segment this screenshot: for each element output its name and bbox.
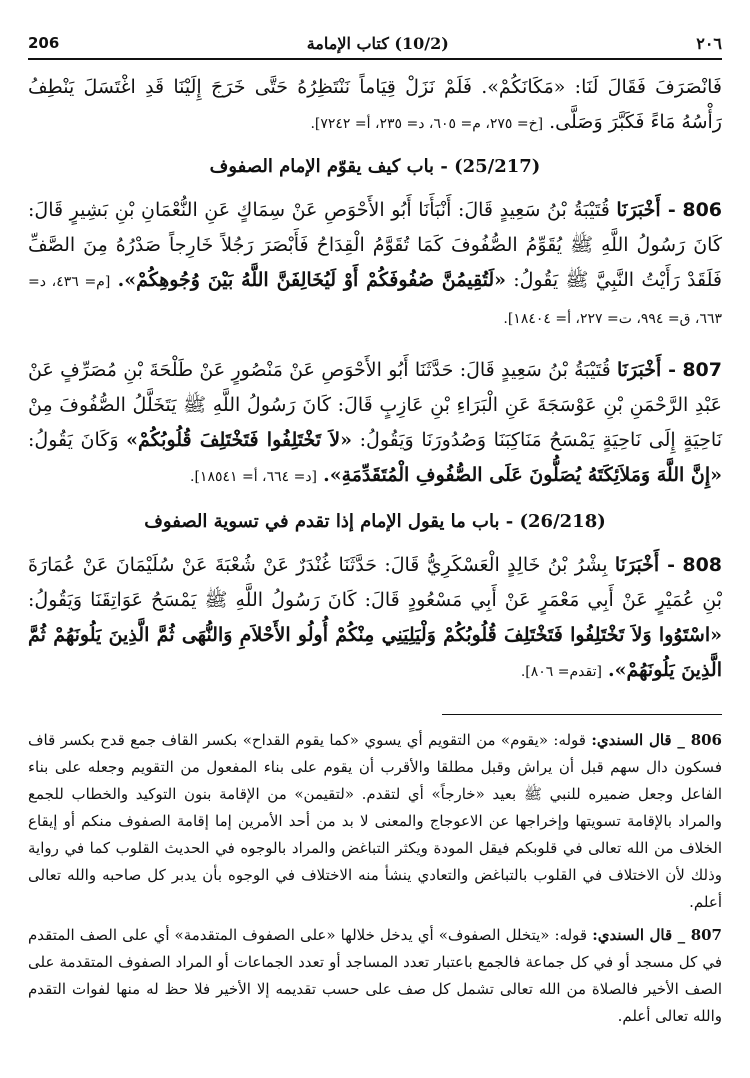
hadith-808 <box>28 548 722 690</box>
hadith-number: 806 <box>682 199 723 221</box>
hadith-reference: [م= ٤٣٦، د= ٦٦٣، ق= ٩٩٤، ت= ٢٢٧، أ= ١٨٤٠٤]. <box>28 274 722 327</box>
hadith-number: 807 <box>682 359 722 381</box>
hadith-807 <box>28 353 722 495</box>
footnote-806 <box>28 727 722 916</box>
hadith-mid-text: وَكَانَ يَقُولُ: <box>28 429 119 451</box>
intro-paragraph <box>28 70 722 142</box>
footnote-label: 806 _ قال السندي: <box>591 731 722 749</box>
footnote-label: 807 _ قال السندي: <box>592 926 722 944</box>
hadith-quote-1: «لاَ تَخْتَلِفُوا فَتَخْتَلِفَ قُلُوبُكُمْ» <box>126 429 352 451</box>
footnote-text: قوله: «يقوم» من التقويم أي يسوي «كما يقوم القداح» بكسر القاف جمع قدح بكسر قاف فسكون دال سهم قبل أن يراش وقبل مطلقا والأقرب أن يقوم على بناء المفعول من التقويم وجعله على بناء الفاعل وجعل ضميره للنبي ﷺ بعيد «خارجاً» أي لتقدم. «لتقيمن» من الإقامة بنون التوكيد والخطاب للجمع والمراد بالإقامة تسويتها وإخراجها عن الاعوجاج والمعنى لا بد من أحد الأمرين إما إقامة الصفوف منكم أو إيقاع الخلاف من الله تعالى في قلوبكم فيقل المودة ويكثر التباغض والمراد بالوجوه في الحديث القلوب كما في رواية وذلك لأن الاختلاف في القلوب بالتباغض والتعادي ينشأ منه الاختلاف في الوجوه بأن يدبر كل صاحبه والله تعالى أعلم. <box>28 731 722 911</box>
hadith-reference: [د= ٦٦٤، أ= ١٨٥٤١]. <box>190 469 318 485</box>
intro-reference: [خ= ٢٧٥، م= ٦٠٥، د= ٢٣٥، أ= ٧٢٤٢]. <box>310 116 544 132</box>
hadith-lead: - أَخْبَرَنَا <box>614 554 675 576</box>
running-title: (10/2) كتاب الإمامة <box>306 33 449 53</box>
footnote-divider <box>442 714 722 715</box>
hadith-reference: [تقدم= ٨٠٦]. <box>520 664 602 680</box>
chapter-heading-218: (26/218) - باب ما يقول الإمام إذا تقدم في تسوية الصفوف <box>144 511 606 532</box>
page-number-latin: 206 <box>28 34 60 52</box>
hadith-quote: «اسْتَوُوا وَلاَ تَخْتَلِفُوا فَتَخْتَلِفَ قُلُوبُكُمْ وَلْيَلِيَنِي مِنْكُمْ أُولُو الأَحْلاَمِ وَالنُّهَى ثُمَّ الَّذِينَ يَلُونَهُمْ ثُمَّ الَّذِينَ يَلُونَهُمْ». <box>28 624 722 681</box>
page-header <box>28 28 722 60</box>
hadith-quote: «لَتُقِيمُنَّ صُفُوفَكُمْ أَوْ لَيُخَالِفَنَّ اللَّهُ بَيْنَ وُجُوهِكُمْ». <box>117 269 506 291</box>
chapter-heading-217: (25/217) - باب كيف يقوّم الإمام الصفوف <box>209 156 541 177</box>
footnote-807 <box>28 922 722 1030</box>
hadith-806 <box>28 193 722 337</box>
footnotes <box>28 714 722 1036</box>
hadith-lead: - أَخْبَرَنَا <box>616 359 677 381</box>
intro-text: فَانْصَرَفَ فَقَالَ لَنَا: «مَكَانَكُمْ». فَلَمْ نَزَلْ قِيَاماً نَنْتَظِرُهُ حَتَّى خَرَجَ إِلَيْنَا قَدِ اغْتَسَلَ يَنْطِفُ رَأْسُهُ مَاءً فَكَبَّرَ وَصَلَّى. <box>28 76 722 133</box>
hadith-text: قُتَيْبَةُ بْنُ سَعِيدٍ قَالَ: حَدَّثَنَا أَبُو الأَحْوَصِ عَنْ مَنْصُورٍ عَنْ طَلْحَةَ بْنِ مُصَرِّفٍ عَنْ عَبْدِ الرَّحْمَنِ بْنِ عَوْسَجَةَ عَنِ الْبَرَاءِ بْنِ عَازِبٍ قَالَ: كَانَ رَسُولُ اللَّهِ ﷺ يَتَخَلَّلُ الصُّفُوفَ مِنْ نَاحِيَةٍ إِلَى نَاحِيَةٍ يَمْسَحُ مَنَاكِبَنَا وَصُدُورَنَا وَيَقُولُ: <box>28 359 722 451</box>
hadith-lead: - أَخْبَرَنَا <box>616 199 676 221</box>
hadith-number: 808 <box>682 554 723 576</box>
page-number-arabic: ٢٠٦ <box>696 33 722 53</box>
hadith-text: بِشْرُ بْنُ خَالِدٍ الْعَسْكَرِيُّ قَالَ: حَدَّثَنَا غُنْدَرٌ عَنْ شُعْبَةَ عَنْ سُلَيْمَانَ عَنْ عُمَارَةَ بْنِ عُمَيْرٍ عَنْ أَبِي مَعْمَرٍ عَنْ أَبِي مَسْعُودٍ قَالَ: كَانَ رَسُولُ اللَّهِ ﷺ يَمْسَحُ عَوَاتِقَنَا وَيَقُولُ: <box>28 554 722 611</box>
main-text <box>28 70 722 690</box>
hadith-quote-2: «إِنَّ اللَّهَ وَمَلاَئِكَتَهُ يُصَلُّونَ عَلَى الصُّفُوفِ الْمُتَقَدِّمَةِ». <box>323 464 722 486</box>
hadith-text: قُتَيْبَةُ بْنُ سَعِيدٍ قَالَ: أَنْبَأَنَا أَبُو الأَحْوَصِ عَنْ سِمَاكٍ عَنِ النُّعْمَانِ بْنِ بَشِيرٍ قَالَ: كَانَ رَسُولُ اللَّهِ ﷺ يُقَوِّمُ الصُّفُوفَ كَمَا تُقَوَّمُ الْقِدَاحُ فَأَبْصَرَ رَجُلاً خَارِجاً صَدْرُهُ مِنَ الصَّفِّ فَلَقَدْ رَأَيْتُ النَّبِيَّ ﷺ يَقُولُ: <box>28 199 722 291</box>
footnote-text: قوله: «يتخلل الصفوف» أي يدخل خلالها «على الصفوف المتقدمة» أي على الصف المتقدم في كل مسجد أو في كل جماعة فالجمع باعتبار تعدد المساجد أو تعدد الجماعات أو المراد الصفوف المتقدمة على الصف الأخير فالصلاة من الله تعالى تشمل كل صف على حسب تقديمه إلا الأخير فلا حظ له منها لفوات التقدم والله تعالى أعلم. <box>28 926 722 1025</box>
